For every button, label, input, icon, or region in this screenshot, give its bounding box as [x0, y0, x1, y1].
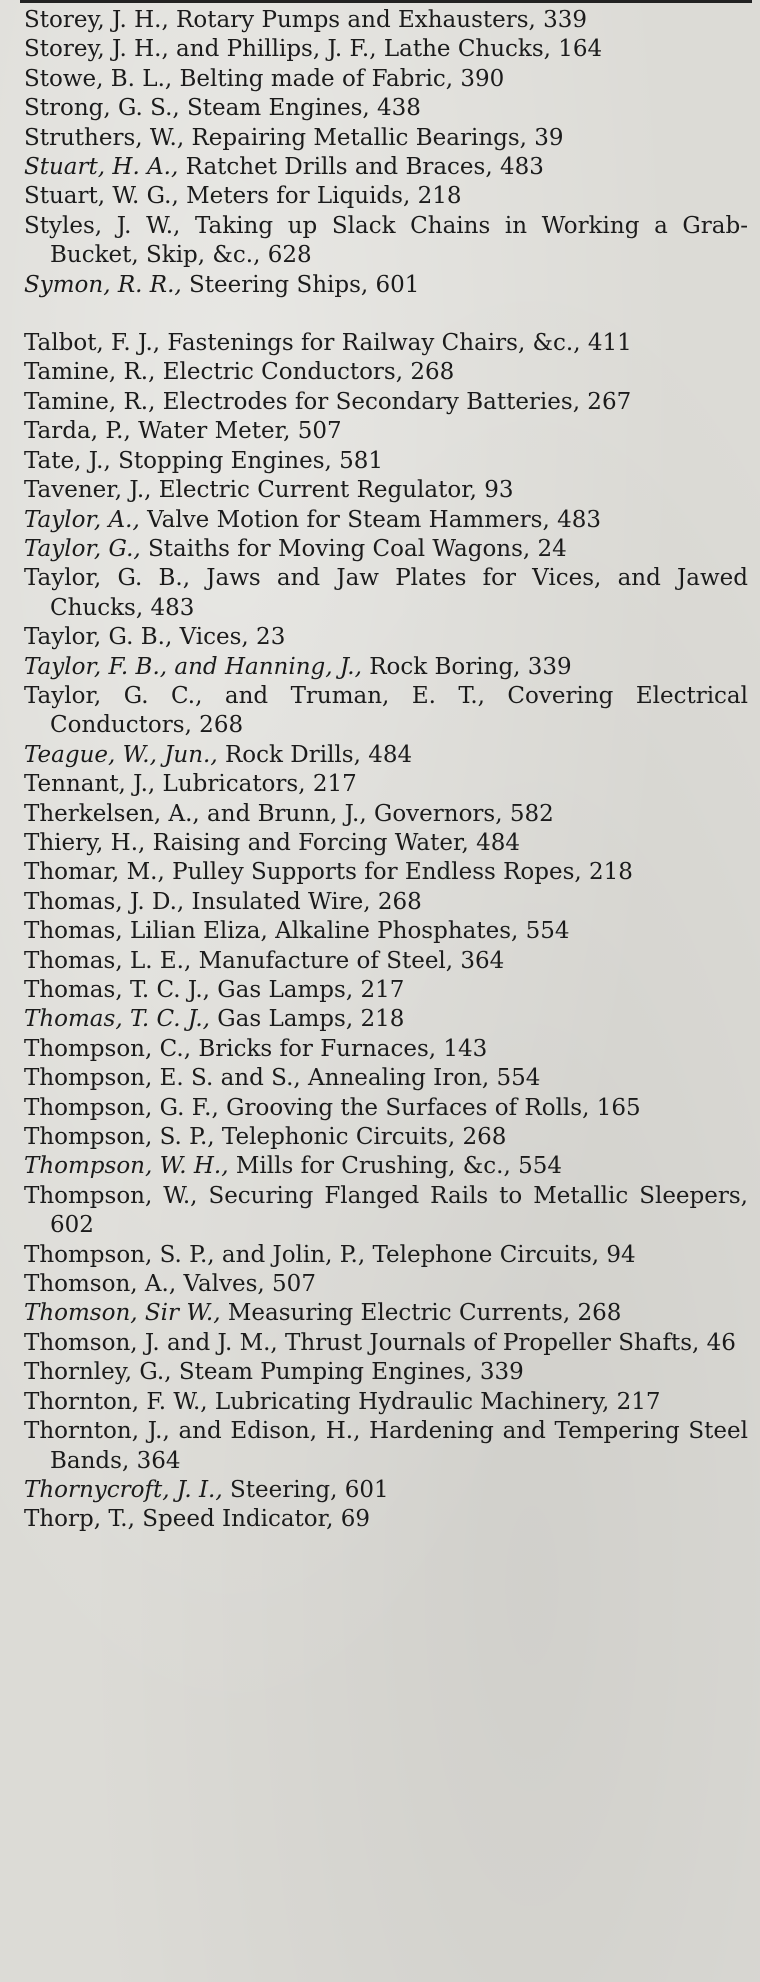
entry-name: Thomas, Lilian Eliza,	[24, 918, 268, 945]
entry-subject-page: Electric Current Regulator, 93	[151, 477, 514, 504]
entry-name: Thomson, J. and J. M.,	[24, 1329, 278, 1356]
entry-name: Tamine, R.,	[24, 359, 156, 386]
entry-subject-page: Fastenings for Railway Chairs, &c., 411	[160, 330, 632, 357]
index-entry	[24, 212, 748, 271]
entry-subject-page: Mills for Crushing, &c., 554	[228, 1153, 562, 1180]
entry-name: Styles, J. W.,	[24, 212, 181, 239]
entry-subject-page: Insulated Wire, 268	[184, 888, 422, 915]
entry-name: Taylor, F. B., and Hanning, J.,	[24, 653, 362, 680]
entry-subject-page: Vices, 23	[172, 624, 286, 651]
entry-name: Thomson, A.,	[24, 1271, 177, 1298]
entry-name: Thompson, S. P., and Jolin, P.,	[24, 1241, 366, 1268]
entry-name: Thompson, E. S. and S.,	[24, 1065, 301, 1092]
index-entry	[24, 829, 748, 858]
entry-subject-page: Gas Lamps, 218	[210, 1006, 405, 1033]
entry-subject-page: Covering Electrical Conductors, 268	[50, 682, 748, 739]
entry-name: Stowe, B. L.,	[24, 65, 173, 92]
index-entry	[24, 800, 748, 829]
index-entry	[24, 271, 748, 300]
entry-subject-page: Repairing Metallic Bearings, 39	[184, 124, 564, 151]
index-entry	[24, 1064, 748, 1093]
index-entry	[24, 1182, 748, 1241]
entry-name: Thompson, S. P.,	[24, 1124, 215, 1151]
entry-subject-page: Gas Lamps, 217	[210, 977, 405, 1003]
entry-name: Talbot, F. J.,	[24, 330, 161, 357]
entry-name: Strong, G. S.,	[24, 95, 180, 122]
entry-name: Taylor, G. B.,	[24, 624, 173, 651]
entry-subject-page: Steering Ships, 601	[181, 271, 420, 298]
index-entry	[24, 1152, 748, 1181]
entry-subject-page: Staiths for Moving Coal Wagons, 24	[140, 535, 567, 562]
index-entry	[24, 976, 748, 1005]
entry-name: Thomar, M.,	[24, 859, 165, 886]
entry-name: Taylor, G.,	[24, 535, 141, 562]
index-entry	[24, 358, 748, 387]
entry-name: Teague, W., Jun.,	[24, 741, 218, 768]
entry-subject-page: Telephonic Circuits, 268	[214, 1124, 507, 1151]
index-entry	[24, 329, 748, 358]
entry-subject-page: Electrodes for Secondary Batteries, 267	[155, 388, 632, 415]
entry-name: Tate, J.,	[24, 447, 111, 474]
entry-subject-page: Telephone Circuits, 94	[365, 1241, 636, 1268]
index-entry	[24, 1299, 748, 1328]
entry-subject-page: Steering, 601	[222, 1476, 389, 1503]
entry-name: Therkelsen, A., and Brunn, J.,	[24, 800, 367, 827]
entry-name: Storey, J. H.,	[24, 7, 169, 33]
index-entry	[24, 917, 748, 946]
entry-name: Thornton, F. W.,	[24, 1388, 208, 1415]
entry-name: Thornley, G.,	[24, 1359, 172, 1386]
entry-subject-page: Lathe Chucks, 164	[376, 36, 603, 63]
top-rule	[20, 0, 752, 3]
entry-name: Thornycroft, J. I.,	[24, 1476, 223, 1503]
index-entry	[24, 564, 748, 623]
index-entry	[24, 94, 748, 123]
entry-name: Thompson, G. F.,	[24, 1094, 219, 1121]
index-entry-list	[24, 6, 748, 1535]
entry-subject-page: Lubricators, 217	[155, 771, 357, 798]
entry-subject-page: Measuring Electric Currents, 268	[220, 1300, 622, 1327]
index-entry	[24, 535, 748, 564]
index-entry	[24, 506, 748, 535]
index-entry	[24, 1358, 748, 1387]
index-entry	[24, 35, 748, 64]
entry-name: Thompson, W.,	[24, 1182, 198, 1209]
entry-subject-page: Stopping Engines, 581	[110, 447, 384, 474]
entry-subject-page: Speed Indicator, 69	[134, 1506, 371, 1533]
index-entry	[24, 1094, 748, 1123]
index-entry	[24, 153, 748, 182]
index-entry	[24, 682, 748, 741]
entry-name: Thomas, T. C. J.,	[24, 977, 210, 1003]
index-entry	[24, 858, 748, 887]
entry-name: Storey, J. H., and Phillips, J. F.,	[24, 36, 377, 63]
entry-subject-page: Taking up Slack Chains in Working a Grab-Bucket, Skip, &c., 628	[50, 212, 748, 269]
entry-subject-page: Valves, 507	[176, 1271, 316, 1298]
entry-subject-page: Raising and Forcing Water, 484	[145, 829, 520, 856]
entry-subject-page: Rotary Pumps and Exhausters, 339	[168, 7, 588, 33]
entry-name: Taylor, G. B.,	[24, 565, 191, 592]
index-entry	[24, 770, 748, 799]
entry-subject-page: Rock Drills, 484	[217, 741, 413, 768]
entry-name: Struthers, W.,	[24, 124, 185, 151]
entry-name: Thompson, W. H.,	[24, 1153, 229, 1180]
entry-name: Tavener, J.,	[24, 477, 152, 504]
entry-subject-page: Rock Boring, 339	[361, 653, 572, 680]
entry-name: Thiery, H.,	[24, 829, 146, 856]
entry-subject-page: Lubricating Hydraulic Machinery, 217	[207, 1388, 661, 1415]
entry-name: Thomas, J. D.,	[24, 888, 185, 915]
entry-name: Thomas, L. E.,	[24, 947, 192, 974]
entry-subject-page: Governors, 582	[366, 800, 554, 827]
index-entry	[24, 947, 748, 976]
entry-subject-page: Pulley Supports for Endless Ropes, 218	[164, 859, 633, 886]
index-entry	[24, 1270, 748, 1299]
entry-subject-page: Water Meter, 507	[130, 418, 342, 445]
entry-subject-page: Steam Pumping Engines, 339	[171, 1359, 524, 1386]
entry-name: Thornton, J., and Edison, H.,	[24, 1418, 361, 1445]
entry-subject-page: Manufacture of Steel, 364	[191, 947, 505, 974]
entry-name: Thorp, T.,	[24, 1506, 135, 1533]
index-entry	[24, 1005, 748, 1034]
entry-name: Thomas, T. C. J.,	[24, 1006, 210, 1033]
entry-name: Tamine, R.,	[24, 388, 156, 415]
index-entry	[24, 1035, 748, 1064]
entry-subject-page: Steam Engines, 438	[179, 95, 421, 122]
index-entry	[24, 1329, 748, 1358]
index-entry	[24, 65, 748, 94]
entry-name: Tennant, J.,	[24, 771, 156, 798]
index-entry	[24, 124, 748, 153]
index-entry	[24, 623, 748, 652]
index-entry	[24, 1417, 748, 1476]
entry-name: Thompson, C.,	[24, 1035, 192, 1062]
entry-subject-page: Alkaline Phosphates, 554	[267, 918, 570, 945]
index-entry	[24, 6, 748, 35]
entry-subject-page: Electric Conductors, 268	[155, 359, 455, 386]
entry-name: Thomson, Sir W.,	[24, 1300, 221, 1327]
entry-name: Stuart, H. A.,	[24, 154, 179, 181]
index-entry	[24, 447, 748, 476]
entry-subject-page: Jaws and Jaw Plates for Vices, and Jawed Chucks, 483	[50, 565, 748, 621]
index-entry	[24, 1505, 748, 1534]
index-entry	[24, 476, 748, 505]
index-entry	[24, 741, 748, 770]
index-entry	[24, 1476, 748, 1505]
entry-name: Symon, R. R.,	[24, 271, 182, 298]
entry-subject-page: Ratchet Drills and Braces, 483	[178, 154, 544, 181]
index-entry	[24, 1388, 748, 1417]
entry-name: Taylor, A.,	[24, 506, 140, 533]
entry-subject-page: Grooving the Surfaces of Rolls, 165	[218, 1094, 641, 1121]
entry-subject-page: Bricks for Furnaces, 143	[191, 1035, 488, 1062]
entry-subject-page: Meters for Liquids, 218	[178, 183, 462, 210]
entry-name: Tarda, P.,	[24, 418, 131, 445]
entry-name: Taylor, G. C., and Truman, E. T.,	[24, 682, 485, 709]
index-entry	[24, 1241, 748, 1270]
entry-subject-page: Belting made of Fabric, 390	[172, 65, 505, 92]
entry-subject-page: Annealing Iron, 554	[300, 1065, 541, 1092]
entry-subject-page: Securing Flanged Rails to Metallic Sleepers, 602	[50, 1182, 748, 1239]
index-entry	[24, 1123, 748, 1152]
entry-subject-page: Thrust Journals of Propeller Shafts, 46	[277, 1329, 736, 1356]
index-entry	[24, 182, 748, 211]
entry-subject-page: Hardening and Tempering Steel Bands, 364	[50, 1418, 748, 1474]
index-entry	[24, 653, 748, 682]
index-entry	[24, 388, 748, 417]
entry-subject-page: Valve Motion for Steam Hammers, 483	[139, 506, 601, 533]
index-entry	[24, 417, 748, 446]
index-entry	[24, 888, 748, 917]
entry-name: Stuart, W. G.,	[24, 183, 179, 210]
